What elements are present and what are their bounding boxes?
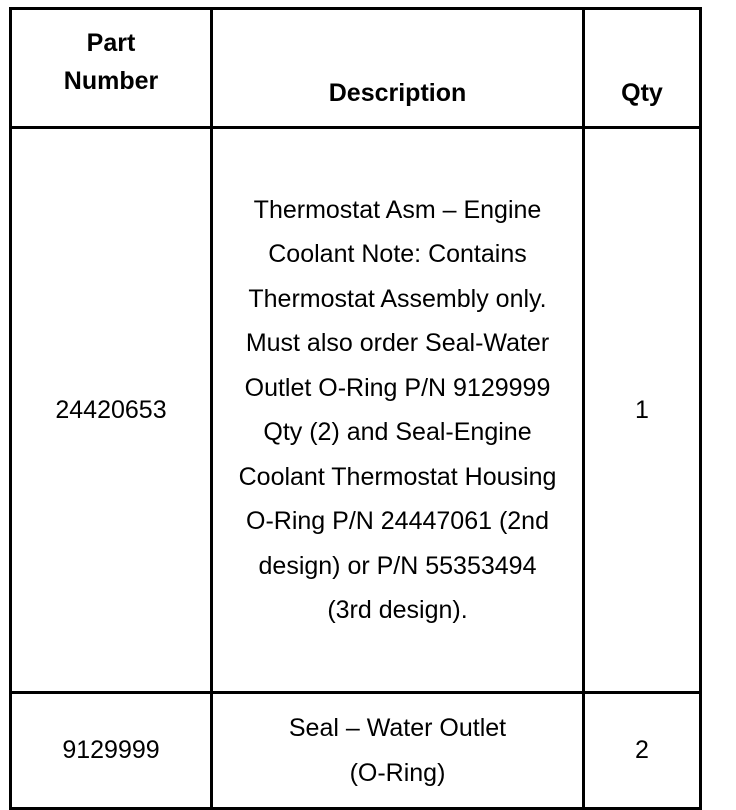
cell-qty: 1 [584,128,701,693]
header-description: Description [212,9,584,128]
cell-description [212,693,584,809]
header-part-number-line2: Number [63,67,159,95]
header-part-number [11,9,212,128]
parts-table [9,7,702,810]
cell-part-number: 9129999 [11,693,212,809]
table-header-row [11,9,701,128]
table-row [11,128,701,693]
description-text: Thermostat Asm – Engine Coolant Note: Contains Thermostat Assembly only. Must also order Seal-Water Outlet O-Ring P/N 9129999 Qty (2) and Seal-Engine Coolant Thermostat Housing O-Ring P/N 24447061 (2nd design) or P/N 55353494 (3rd design). [238,195,557,624]
table-row [11,693,701,809]
header-part-number-line1: Part [86,29,136,57]
cell-qty: 2 [584,693,701,809]
cell-part-number: 24420653 [11,128,212,693]
cell-description [212,128,584,693]
header-qty: Qty [584,9,701,128]
description-text: Seal – Water Outlet (O-Ring) [288,714,507,787]
